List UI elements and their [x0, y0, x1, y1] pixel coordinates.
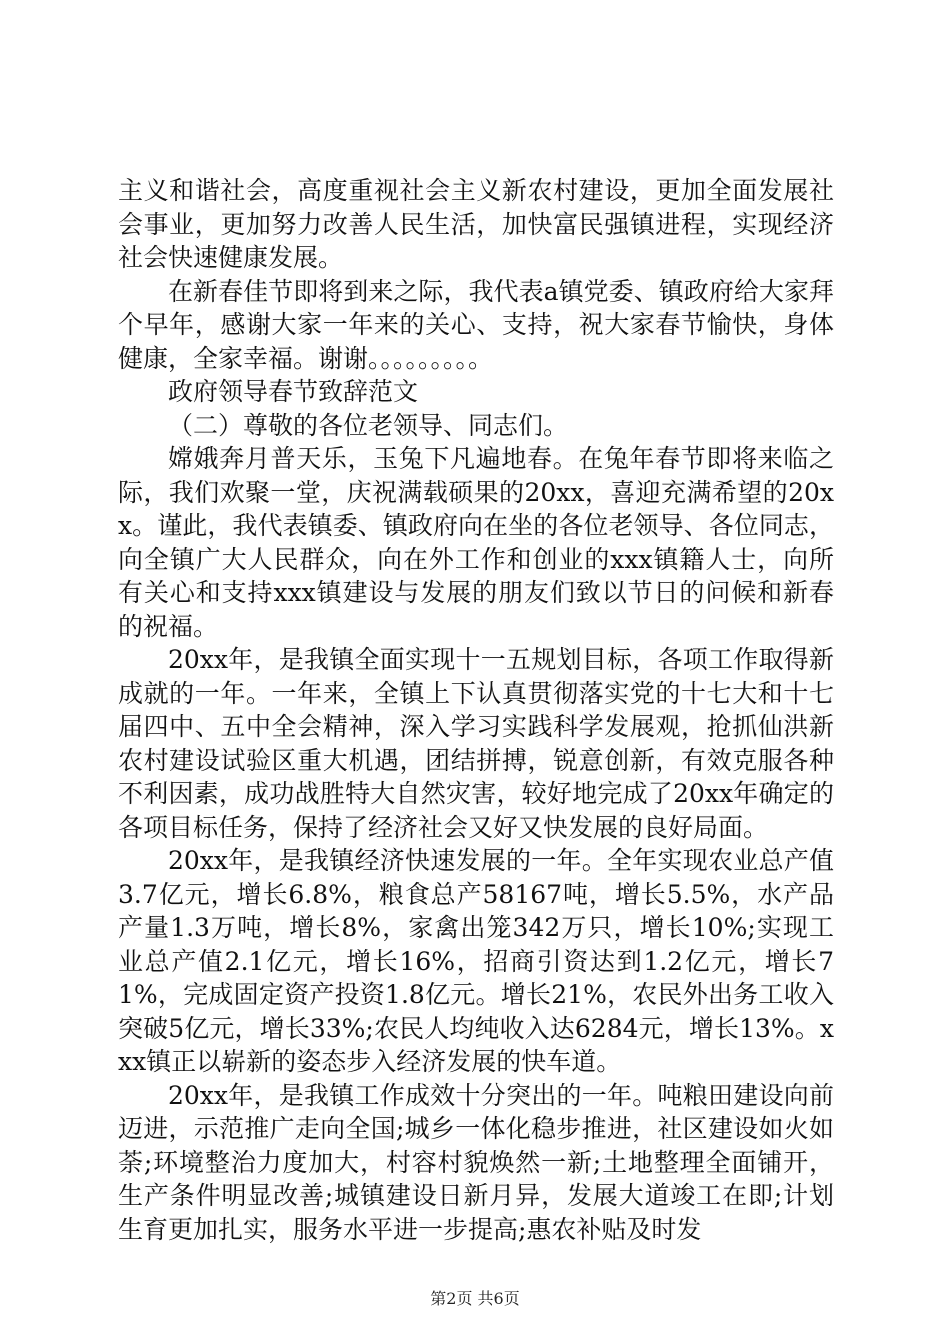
paragraph-1: 主义和谐社会，高度重视社会主义新农村建设，更加全面发展社会事业，更加努力改善人民生活，加快富民强镇进程，实现经济社会快速健康发展。 — [118, 176, 834, 272]
document-body — [118, 174, 834, 1246]
paragraph-economy: 20xx年，是我镇经济快速发展的一年。全年实现农业总产值3.7亿元，增长6.8%，粮食总产58167吨，增长5.5%，水产品产量1.3万吨，增长8%，家禽出笼342万只，增长10%;实现工业总产值2.1亿元，增长16%，招商引资达到1.2亿元，增长71%，完成固定资产投资1.8亿元。增长21%，农民外出务工收入突破5亿元，增长33%;农民人均纯收入达6284元，增长13%。xxx镇正以崭新的姿态步入经济发展的快车道。 — [118, 846, 834, 1076]
paragraph-greeting: 嫦娥奔月普天乐，玉兔下凡遍地春。在兔年春节即将来临之际，我们欢聚一堂，庆祝满载硕果的20xx，喜迎充满希望的20xx。谨此，我代表镇委、镇政府向在坐的各位老领导、各位同志，向全镇广大人民群众，向在外工作和创业的xxx镇籍人士，向所有关心和支持xxx镇建设与发展的朋友们致以节日的问候和新春的祝福。 — [118, 444, 834, 641]
paragraph-work-results: 20xx年，是我镇工作成效十分突出的一年。吨粮田建设向前迈进，示范推广走向全国;城乡一体化稳步推进，社区建设如火如荼;环境整治力度加大，村容村貌焕然一新;土地整理全面铺开，生产条件明显改善;城镇建设日新月异，发展大道竣工在即;计划生育更加扎实，服务水平进一步提高;惠农补贴及时发 — [118, 1080, 834, 1244]
salutation: （二）尊敬的各位老领导、同志们。 — [168, 410, 569, 440]
paragraph-achievements: 20xx年，是我镇全面实现十一五规划目标，各项工作取得新成就的一年。一年来，全镇上下认真贯彻落实党的十七大和十七届四中、五中全会精神，深入学习实践科学发展观，抢抓仙洪新农村建设试验区重大机遇，团结拼搏，锐意创新，有效克服各种不利因素，成功战胜特大自然灾害，较好地完成了20xx年确定的各项目标任务，保持了经济社会又好又快发展的良好局面。 — [118, 645, 834, 842]
page-number-footer: 第2页 共6页 — [430, 1289, 520, 1308]
paragraph-2: 在新春佳节即将到来之际，我代表a镇党委、镇政府给大家拜个早年，感谢大家一年来的关心、支持，祝大家春节愉快，身体健康，全家幸福。谢谢。。。。。。。。。 — [118, 276, 834, 373]
section-title: 政府领导春节致辞范文 — [168, 377, 419, 406]
